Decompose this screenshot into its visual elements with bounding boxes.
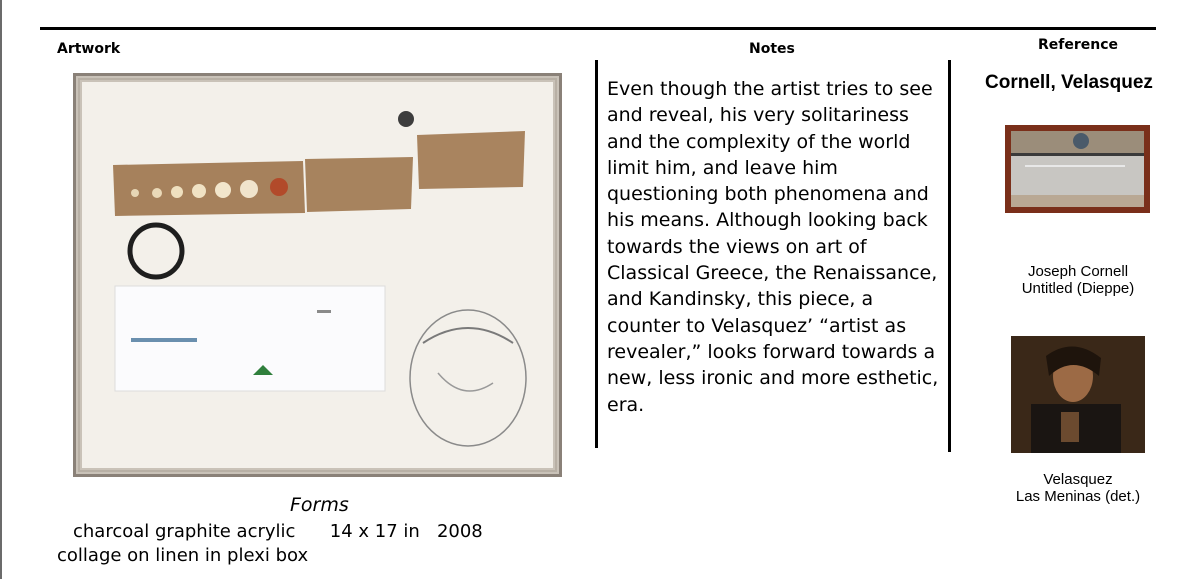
cornell-artist: Joseph Cornell <box>1027 263 1129 280</box>
artwork-header: Artwork <box>57 41 121 57</box>
reference-header: Reference <box>1038 37 1119 53</box>
artwork-details-line1: charcoal graphite acrylic 14 x 17 in 2008 <box>73 521 483 542</box>
cornell-caption <box>1005 263 1151 297</box>
notes-left-divider <box>595 60 598 448</box>
notes-header: Notes <box>749 41 795 57</box>
notes-text: Even though the artist tries to see and reveal, his very solitariness and the complexity of the world limit him, and leave him questioning both phenomena and his means. Although looking back towards the views on art of Classical Greece, the Renaissance, and Kandinsky, this piece, a counter to Velasquez’ “artist as revealer,” looks forward towards a new, less ironic and more esthetic, era. <box>607 78 939 416</box>
artwork-title: Forms <box>290 494 349 516</box>
page-left-border <box>0 0 2 579</box>
velasquez-caption <box>998 471 1158 505</box>
cornell-reference-image <box>1005 125 1150 213</box>
cornell-work: Untitled (Dieppe) <box>1021 280 1135 297</box>
velasquez-artist: Velasquez <box>1043 471 1113 488</box>
top-rule <box>40 27 1156 30</box>
artwork-image <box>73 73 562 477</box>
reference-heading: Cornell, Velasquez <box>985 72 1153 93</box>
notes-right-divider <box>948 60 951 452</box>
artwork-details-line2: collage on linen in plexi box <box>57 545 309 566</box>
velasquez-work: Las Meninas (det.) <box>1015 488 1141 505</box>
velasquez-reference-image <box>1011 336 1145 453</box>
